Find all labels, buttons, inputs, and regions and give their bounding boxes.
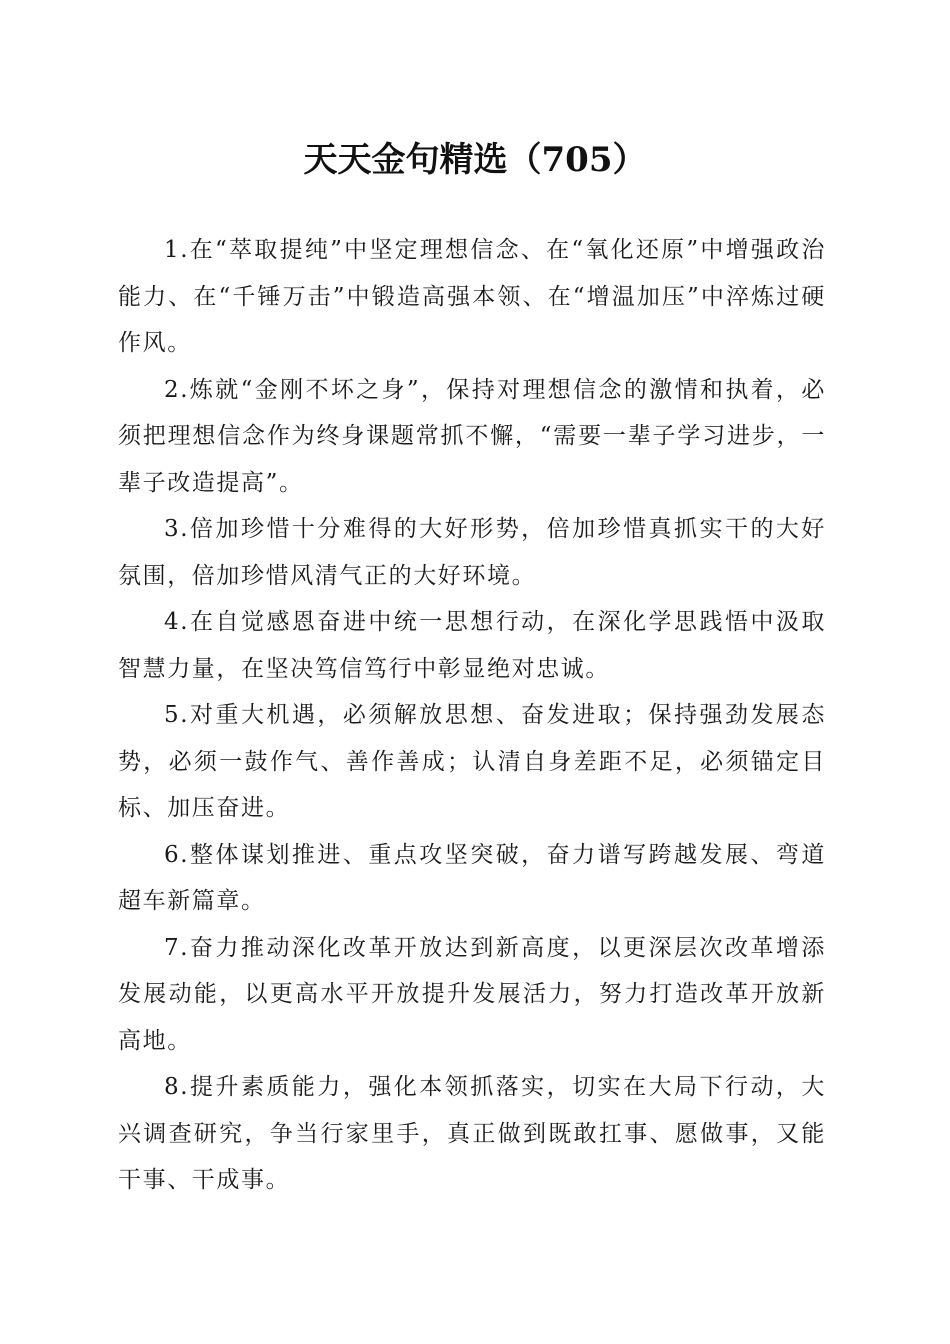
quote-item-2: 2.炼就“金刚不坏之身”，保持对理想信念的激情和执着，必须把理想信念作为终身课题常抓不懈，“需要一辈子学习进步，一辈子改造提高”。	[118, 376, 826, 496]
quote-item-7: 7.奋力推动深化改革开放达到新高度，以更深层次改革增添发展动能，以更高水平开放提升发展活力，努力打造改革开放新高地。	[118, 934, 826, 1054]
quote-item-3: 3.倍加珍惜十分难得的大好形势，倍加珍惜真抓实干的大好氛围，倍加珍惜风清气正的大好环境。	[118, 516, 826, 589]
quote-item-8: 8.提升素质能力，强化本领抓落实，切实在大局下行动，大兴调查研究，争当行家里手，真正做到既敢扛事、愿做事，又能干事、干成事。	[118, 1074, 826, 1193]
quote-list	[118, 227, 826, 1204]
quote-item-4: 4.在自觉感恩奋进中统一思想行动，在深化学思践悟中汲取智慧力量，在坚决笃信笃行中彰显绝对忠诚。	[118, 609, 826, 682]
quote-item-1: 1.在“萃取提纯”中坚定理想信念、在“氧化还原”中增强政治能力、在“千锤万击”中锻造高强本领、在“增温加压”中淬炼过硬作风。	[118, 237, 826, 356]
quote-item-5: 5.对重大机遇，必须解放思想、奋发进取；保持强劲发展态势，必须一鼓作气、善作善成；认清自身差距不足，必须锚定目标、加压奋进。	[118, 702, 826, 821]
quote-item-6: 6.整体谋划推进、重点攻坚突破，奋力谱写跨越发展、弯道超车新篇章。	[118, 841, 826, 914]
page-title: 天天金句精选（705）	[303, 140, 647, 180]
